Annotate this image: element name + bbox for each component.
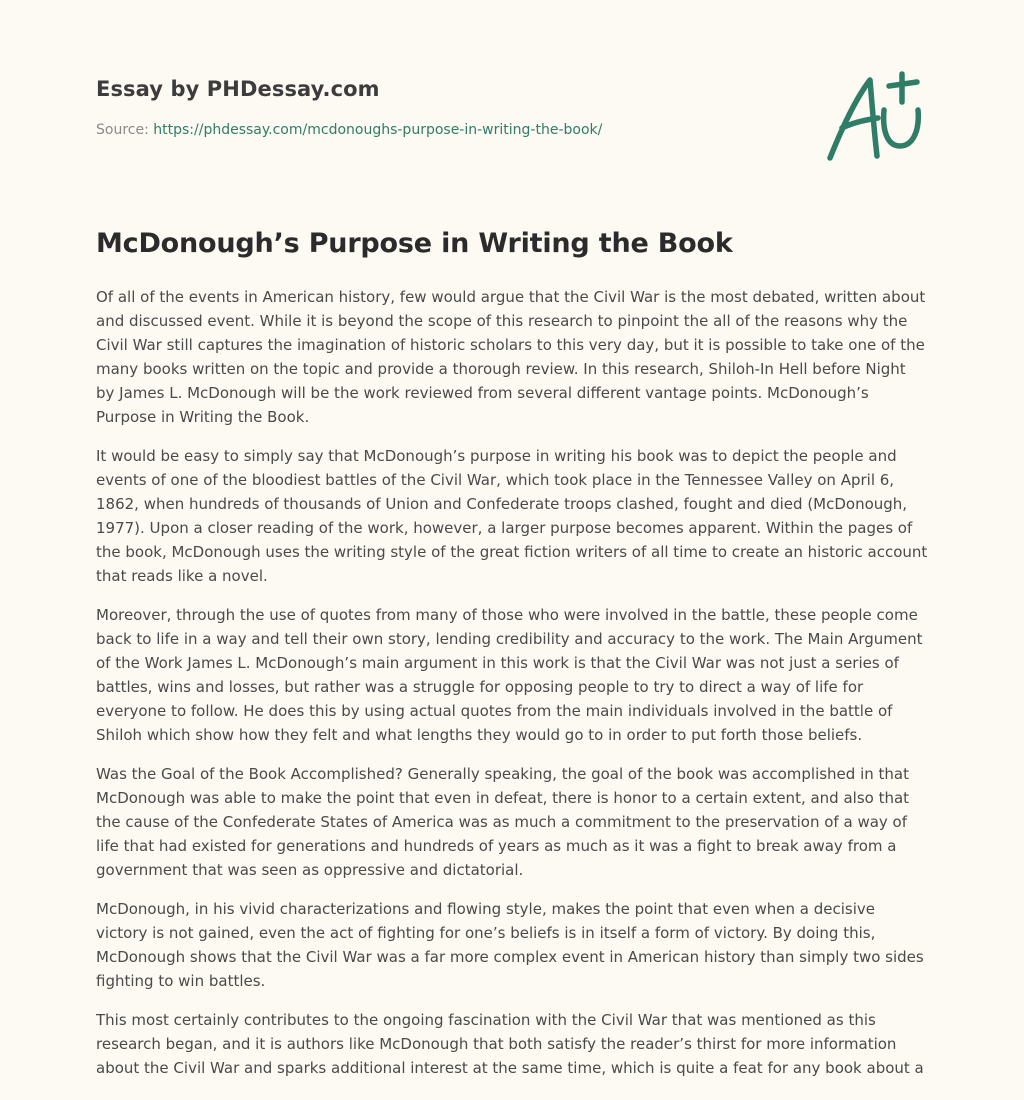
essay-body	[96, 285, 928, 1095]
essay-paragraph: McDonough, in his vivid characterizations and flowing style, makes the point that even when a decisive victory is not gained, even the act of fighting for one’s beliefs is in itself a form of victory. By doing this, McDonough shows that the Civil War was a far more complex event in American history than simply two sides fighting to win battles.	[96, 900, 924, 990]
page-header	[96, 74, 736, 140]
source-line	[96, 120, 736, 140]
essay-paragraph: It would be easy to simply say that McDonough’s purpose in writing his book was to depict the people and events of one of the bloodiest battles of the Civil War, which took place in the Tennessee Valley on April 6, 1862, when hundreds of thousands of Union and Confederate troops clashed, fought and died (McDonough, 1977). Upon a closer reading of the work, however, a larger purpose becomes apparent. Within the pages of the book, McDonough uses the writing style of the great fiction writers of all time to create an historic account that reads like a novel.	[96, 447, 928, 585]
essay-title: McDonough’s Purpose in Writing the Book	[96, 228, 733, 259]
essay-paragraph: Of all of the events in American history, few would argue that the Civil War is the most debated, written about and discussed event. While it is beyond the scope of this research to pinpoint the all of the reasons why the Civil War still captures the imagination of historic scholars to this very day, but it is possible to take one of the many books written on the topic and provide a thorough review. In this research, Shiloh-In Hell before Night by James L. McDonough will be the work reviewed from several different vantage points. McDonough’s Purpose in Writing the Book.	[96, 288, 926, 426]
a-plus-grade-icon	[820, 66, 930, 166]
source-link[interactable]: https://phdessay.com/mcdonoughs-purpose-in-writing-the-book/	[153, 122, 603, 138]
essay-paragraph: Moreover, through the use of quotes from many of those who were involved in the battle, these people come back to life in a way and tell their own story, lending credibility and accuracy to the work. The Main Argument of the Work James L. McDonough’s main argument in this work is that the Civil War was not just a series of battles, wins and losses, but rather was a struggle for opposing people to try to direct a way of life for everyone to follow. He does this by using actual quotes from the main individuals involved in the battle of Shiloh which show how they felt and what lengths they would go to in order to put forth those beliefs.	[96, 606, 923, 744]
site-brand: Essay by PHDessay.com	[96, 77, 380, 101]
essay-paragraph: Was the Goal of the Book Accomplished? Generally speaking, the goal of the book was accomplished in that McDonough was able to make the point that even in defeat, there is honor to a certain extent, and also that the cause of the Confederate States of America was as much a commitment to the preservation of a way of life that had existed for generations and hundreds of years as much as it was a fight to break away from a government that was seen as oppressive and dictatorial.	[96, 765, 910, 879]
source-label: Source:	[96, 122, 154, 138]
essay-paragraph: This most certainly contributes to the ongoing fascination with the Civil War that was mentioned as this research began, and it is authors like McDonough that both satisfy the reader’s thirst for more information about the Civil War and sparks additional interest at the same time, which is quite a feat for any book about a	[96, 1011, 924, 1077]
